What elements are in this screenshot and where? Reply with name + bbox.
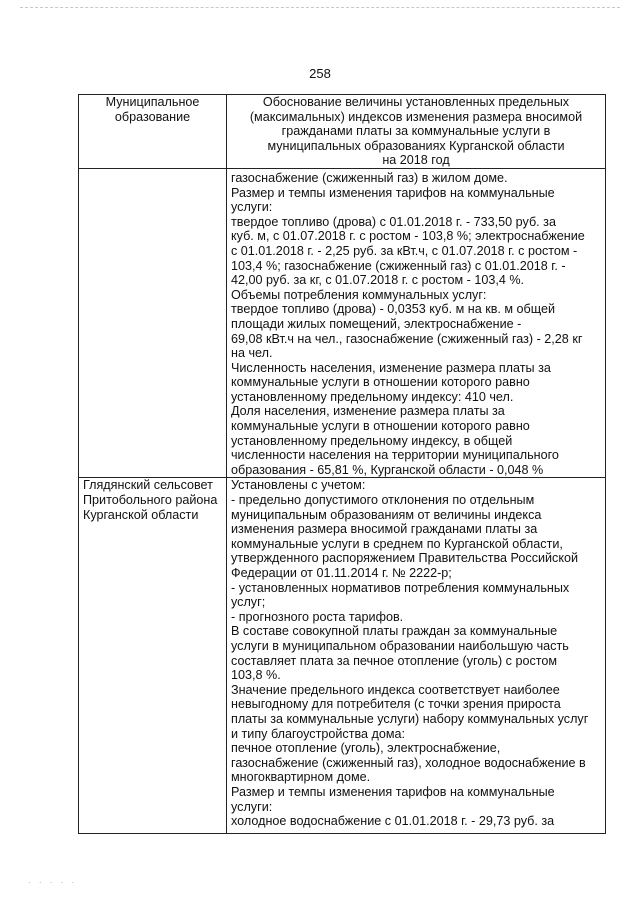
- text-line: коммунальные услуги в отношении которого равно: [231, 419, 530, 434]
- text-line: Размер и темпы изменения тарифов на коммунальные: [231, 185, 555, 200]
- table-row: [79, 478, 606, 834]
- text-line: Доля населения, изменение размера платы за: [231, 404, 505, 419]
- text-line: 103,4 %; газоснабжение (сжиженный газ) с 01.01.2018 г. -: [231, 258, 566, 273]
- text-line: твердое топливо (дрова) с 01.01.2018 г. - 733,50 руб. за: [231, 214, 556, 229]
- municipality-line: Глядянский сельсовет: [83, 478, 213, 493]
- justification-text-cell: [227, 168, 606, 477]
- header-col2-line: Обоснование величины установленных предельных: [262, 95, 570, 109]
- text-line: многоквартирном доме.: [231, 770, 371, 785]
- scan-artifact-dots: · · · · ·: [28, 878, 78, 887]
- text-line: услуг;: [231, 595, 266, 610]
- text-line: холодное водоснабжение с 01.01.2018 г. - 29,73 руб. за: [231, 814, 555, 829]
- text-line: услуги:: [231, 200, 273, 215]
- municipality-cell: [79, 478, 227, 834]
- header-col2-line: гражданами платы за коммунальные услуги в: [281, 124, 551, 139]
- text-line: услуги:: [231, 799, 273, 814]
- text-line: с 01.01.2018 г. - 2,25 руб. за кВт.ч, с 01.07.2018 г. с ростом -: [231, 243, 578, 258]
- header-col1-line: Муниципальное: [105, 95, 200, 109]
- text-line: Установлены с учетом:: [231, 478, 366, 493]
- text-line: муниципальным образованиям от величины индекса: [231, 507, 542, 522]
- text-line: Федерации от 01.11.2014 г. № 2222-р;: [231, 566, 452, 580]
- header-col2-line: (максимальных) индексов изменения размера вносимой: [249, 109, 583, 124]
- text-line: газоснабжение (сжиженный газ), холодное водоснабжение в: [231, 755, 586, 770]
- text-line: установленному предельному индексу, в общей: [231, 433, 513, 448]
- text-line: куб. м, с 01.07.2018 г. с ростом - 103,8 %; электроснабжение: [231, 229, 585, 244]
- header-col2-line: муниципальных образованиях Курганской области: [267, 138, 565, 153]
- text-line: твердое топливо (дрова) - 0,0353 куб. м на кв. м общей: [231, 302, 556, 317]
- municipality-cell-empty: [79, 168, 227, 477]
- table-header-row: [79, 95, 606, 169]
- text-line: 42,00 руб. за кг, с 01.07.2018 г. с ростом - 103,4 %.: [231, 273, 525, 288]
- text-line: Значение предельного индекса соответствует наиболее: [231, 682, 560, 697]
- text-line: утвержденного распоряжением Правительства Российской: [231, 551, 579, 566]
- page-number: 258: [309, 66, 331, 81]
- text-line: невыгодному для потребителя (с точки зрения прироста: [231, 697, 561, 712]
- header-col2-line: на 2018 год: [382, 153, 450, 168]
- text-line: - установленных нормативов потребления коммунальных: [231, 580, 570, 595]
- text-line: изменения размера вносимой гражданами платы за: [231, 522, 538, 537]
- header-municipality-cell: [79, 95, 227, 169]
- text-line: услуги в муниципальном образовании наибольшую часть: [231, 638, 569, 653]
- text-line: коммунальные услуги в отношении которого равно: [231, 375, 530, 390]
- text-line: печное отопление (уголь), электроснабжение,: [231, 741, 501, 756]
- text-line: на чел.: [231, 346, 273, 361]
- text-line: образования - 65,81 %, Курганской области - 0,048 %: [231, 462, 544, 477]
- text-line: - прогнозного роста тарифов.: [231, 609, 404, 624]
- text-line: Размер и темпы изменения тарифов на коммунальные: [231, 784, 555, 799]
- text-line: 69,08 кВт.ч на чел., газоснабжение (сжиженный газ) - 2,28 кг: [231, 331, 583, 346]
- justification-text-cell: [227, 478, 606, 834]
- text-line: установленному предельному индексу: 410 чел.: [231, 389, 514, 404]
- municipality-line: Притобольного района: [83, 493, 218, 508]
- header-col1-line: образование: [114, 109, 191, 124]
- page-bottom-margin: [0, 858, 640, 905]
- table-row: [79, 168, 606, 477]
- justification-table: [78, 94, 606, 834]
- text-line: платы за коммунальные услуги) набору коммунальных услуг: [231, 711, 589, 726]
- text-line: и типу благоустройства дома:: [231, 726, 406, 741]
- text-line: площади жилых помещений, электроснабжение -: [231, 316, 522, 331]
- text-line: 103,8 %.: [231, 668, 281, 683]
- text-line: - предельно допустимого отклонения по отдельным: [231, 493, 535, 508]
- text-line: Объемы потребления коммунальных услуг:: [231, 287, 487, 302]
- text-line: газоснабжение (сжиженный газ) в жилом доме.: [231, 170, 508, 185]
- text-line: коммунальные услуги в среднем по Курганской области,: [231, 536, 563, 551]
- text-line: численности населения на территории муниципального: [231, 448, 559, 463]
- text-line: составляет плата за печное отопление (уголь) с ростом: [231, 653, 558, 668]
- scan-edge-line: [20, 7, 620, 8]
- municipality-line: Курганской области: [83, 507, 199, 522]
- text-line: Численность населения, изменение размера платы за: [231, 360, 551, 375]
- text-line: В составе совокупной платы граждан за коммунальные: [231, 624, 558, 639]
- header-justification-cell: [227, 95, 606, 169]
